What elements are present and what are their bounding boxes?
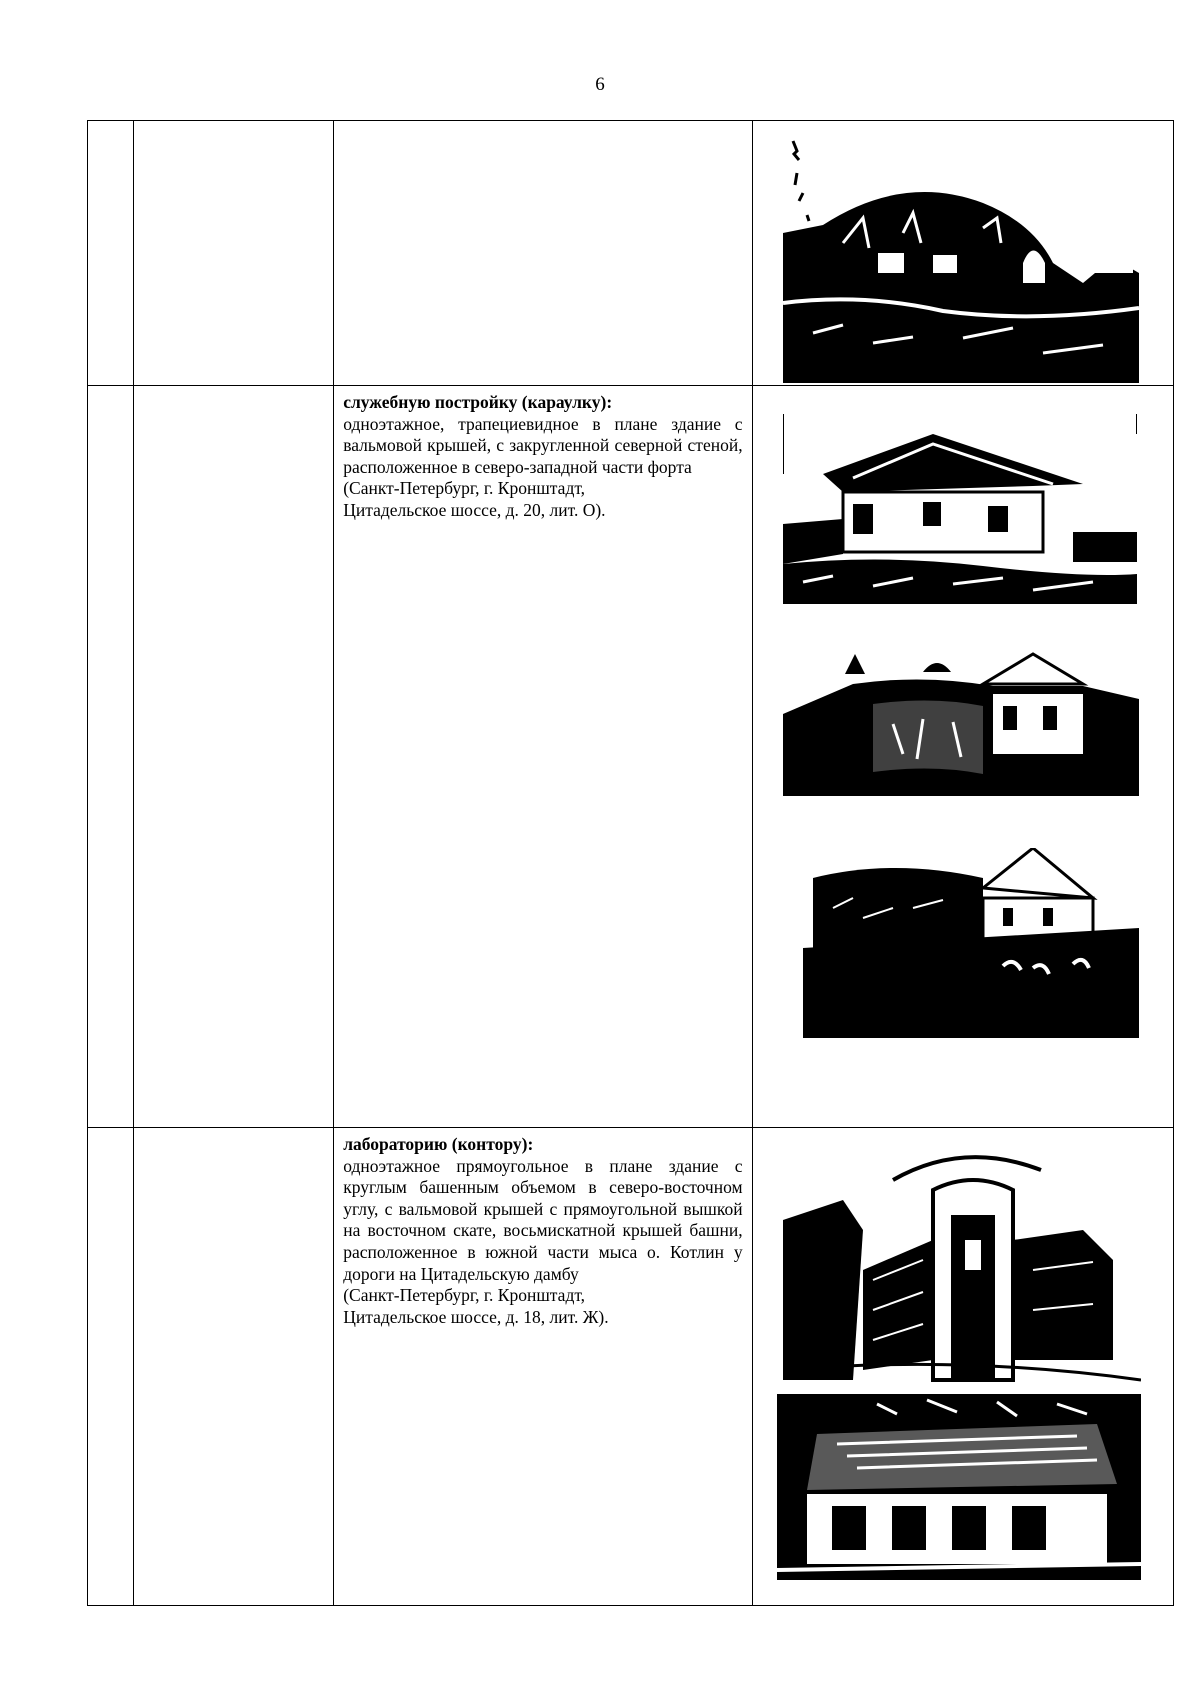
- name-cell: [134, 121, 334, 386]
- laboratory-tower-photo: [783, 1130, 1141, 1388]
- description-cell: [334, 121, 752, 386]
- name-cell: [134, 1128, 334, 1606]
- object-description: одноэтажное, трапециевидное в плане здание с вальмовой крышей, с закругленной северной стеной, расположенное в северо-западной части форта: [343, 413, 743, 477]
- object-address-street: Цитадельское шоссе, д. 18, лит. Ж).: [343, 1306, 609, 1327]
- guardhouse-rounded-wall-photo: [783, 644, 1139, 796]
- object-title: лабораторию (контору):: [343, 1134, 534, 1154]
- table-row: [88, 1128, 1174, 1606]
- row-number-cell: [88, 1128, 134, 1606]
- table-row: [88, 386, 1174, 1128]
- laboratory-facade-photo: [777, 1394, 1141, 1580]
- object-address: (Санкт-Петербург, г. Кронштадт,: [343, 1285, 586, 1306]
- row-number-cell: [88, 121, 134, 386]
- description-cell: [334, 386, 752, 1128]
- object-address-street: Цитадельское шоссе, д. 20, лит. О).: [343, 499, 606, 520]
- row-number-cell: [88, 386, 134, 1128]
- description-cell: [334, 1128, 752, 1606]
- photo-cell: [752, 386, 1173, 1128]
- guardhouse-front-photo: [783, 414, 1137, 604]
- photo-cell: [752, 121, 1173, 386]
- name-cell: [134, 386, 334, 1128]
- fort-earthwork-photo: [783, 133, 1139, 383]
- object-title: служебную постройку (караулку):: [343, 392, 613, 412]
- table-row: [88, 121, 1174, 386]
- object-description: одноэтажное прямоугольное в плане здание с круглым башенным объемом в северо-восточном углу, с вальмовой крышей с прямоугольной вышкой на восточном скате, восьмискатной крышей башни, расположенное в южной части мыса о. Котлин у дороги на Цитадельскую дамбу: [343, 1155, 743, 1284]
- guardhouse-rear-photo: [803, 848, 1139, 1038]
- object-address: (Санкт-Петербург, г. Кронштадт,: [343, 478, 586, 499]
- photo-cell: [752, 1128, 1173, 1606]
- page-number: 6: [595, 74, 605, 95]
- monuments-table: [87, 120, 1174, 1606]
